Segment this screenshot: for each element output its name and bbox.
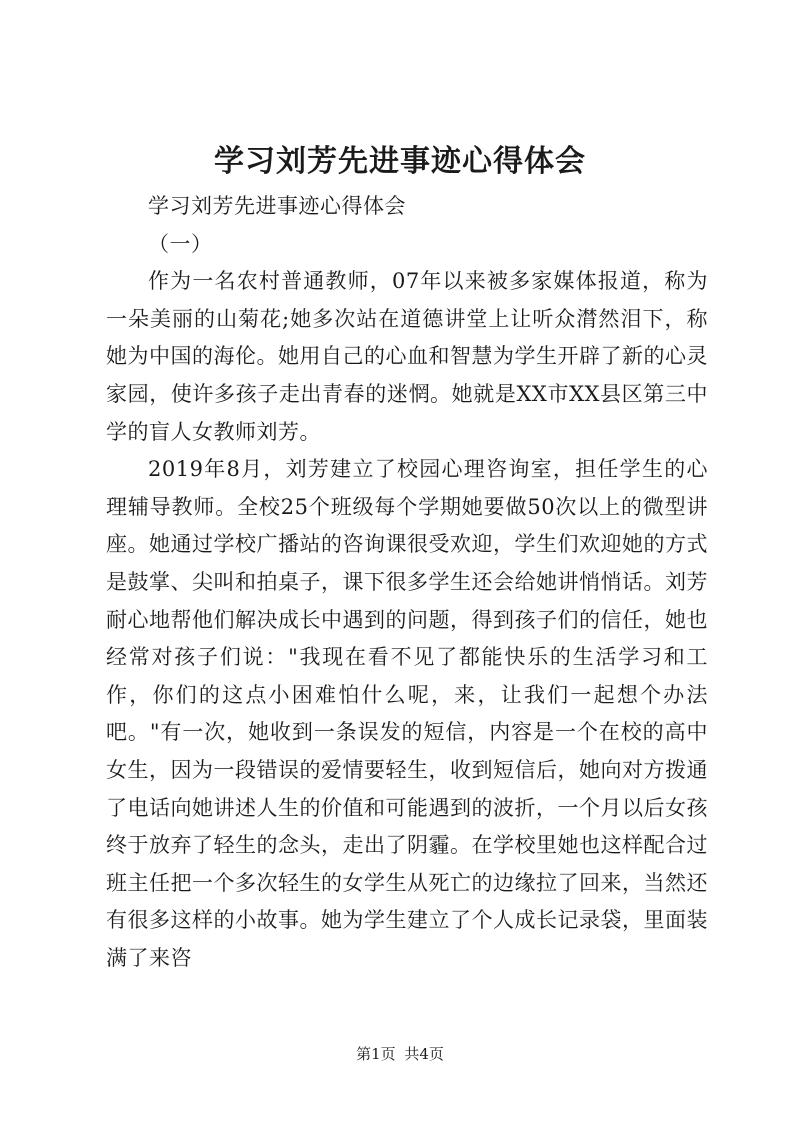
section-marker: （一） [148, 231, 213, 256]
body-paragraph: 2019年8月，刘芳建立了校园心理咨询室，担任学生的心理辅导教师。全校25个班级每个学期她要做50次以上的微型讲座。她通过学校广播站的咨询课很受欢迎，学生们欢迎她的方式是鼓掌、尖叫和拍桌子，课下很多学生还会给她讲悄悄话。刘芳耐心地帮他们解决成长中遇到的问题，得到孩子们的信任，她也经常对孩子们说："我现在看不见了都能快乐的生活学习和工作，你们的这点小困难怕什么呢，来，让我们一起想个办法吧。"有一次，她收到一条误发的短信，内容是一个在校的高中女生，因为一段错误的爱情要轻生，收到短信后，她向对方拨通了电话向她讲述人生的价值和可能遇到的波折，一个月以后女孩终于放弃了轻生的念头，走出了阴霾。在学校里她也这样配合过班主任把一个多次轻生的女学生从死亡的边缘拉了回来，当然还有很多这样的小故事。她为学生建立了个人成长记录袋，里面装满了来咨 [106, 457, 708, 970]
page-number: 第1页 [356, 1045, 396, 1063]
document-body [106, 188, 708, 977]
page-total: 共4页 [404, 1045, 444, 1063]
subtitle-paragraph: 学习刘芳先进事迹心得体会 [148, 194, 406, 218]
body-paragraph: 作为一名农村普通教师，07年以来被多家媒体报道，称为一朵美丽的山菊花;她多次站在道德讲堂上让听众潸然泪下，称她为中国的海伦。她用自己的心血和智慧为学生开辟了新的心灵家园，使许多孩子走出青春的迷惘。她就是XX市XX县区第三中学的盲人女教师刘芳。 [106, 269, 708, 444]
document-title: 学习刘芳先进事迹心得体会 [214, 144, 586, 179]
page-footer [0, 1044, 800, 1064]
